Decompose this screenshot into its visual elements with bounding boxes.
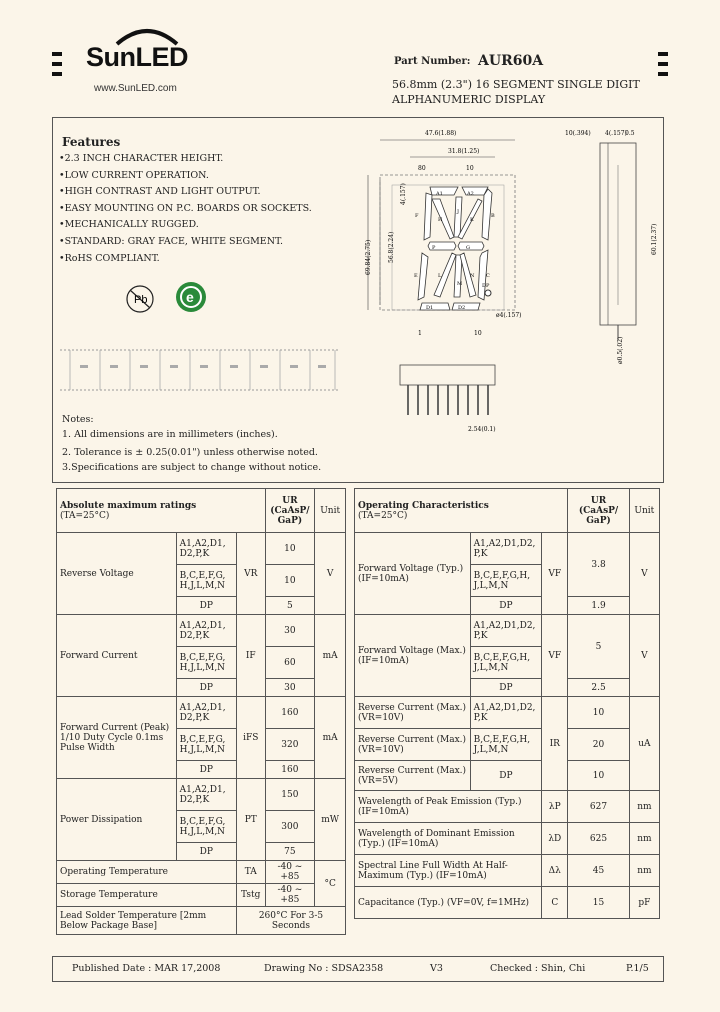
op-label: Reverse Current (Max.) (VR=5V) — [355, 761, 471, 791]
abs-val: 75 — [265, 843, 315, 861]
abs-seg: A1,A2,D1, D2,P,K — [176, 697, 236, 729]
abs-seg: A1,A2,D1, D2,P,K — [176, 533, 236, 565]
op-seg: B,C,E,F,G,H, J,L,M,N — [470, 729, 542, 761]
op-val: 20 — [568, 729, 629, 761]
corner-mark — [52, 62, 62, 66]
feature-item: •EASY MOUNTING ON P.C. BOARDS OR SOCKETS. — [59, 202, 312, 214]
e-label: e — [186, 289, 194, 305]
abs-seg: DP — [176, 843, 236, 861]
drawing-number: Drawing No : SDSA2358 — [264, 963, 384, 974]
checked-by: Checked : Shin, Chi — [490, 963, 586, 974]
seg-D2: D2 — [458, 305, 466, 311]
feature-item: •2.3 INCH CHARACTER HEIGHT. — [59, 153, 224, 164]
abs-seg: B,C,E,F,G, H,J,L,M,N — [176, 811, 236, 843]
abs-unit: mA — [315, 697, 346, 779]
seg-P: P — [432, 245, 436, 251]
abs-cond: (TA=25°C) — [60, 510, 110, 521]
abs-sym: IF — [236, 615, 265, 697]
op-val: 627 — [568, 791, 629, 823]
op-label: Spectral Line Full Width At Half- Maximum (Typ.) (IF=10mA) — [355, 855, 542, 887]
brand-url: www.SunLED.com — [94, 83, 177, 94]
abs-max-table — [56, 488, 346, 935]
op-label: Forward Voltage (Typ.) (IF=10mA) — [355, 533, 471, 615]
op-label: Wavelength of Dominant Emission (Typ.) (IF=10mA) — [355, 823, 542, 855]
op-sym: VF — [542, 615, 568, 697]
features-title: Features — [62, 135, 121, 149]
corner-mark — [658, 62, 668, 66]
op-seg: B,C,E,F,G,H, J,L,M,N — [470, 565, 542, 597]
op-cond: (TA=25°C) — [358, 510, 408, 521]
op-seg: DP — [470, 761, 542, 791]
abs-val: 320 — [265, 729, 315, 761]
version: V3 — [430, 963, 443, 974]
op-temp-label: Operating Temperature — [57, 861, 237, 884]
seg-A1: A1 — [436, 191, 443, 197]
abs-val: 10 — [265, 533, 315, 565]
dim-0-5: 0.5 — [625, 130, 635, 137]
op-val: 45 — [568, 855, 629, 887]
op-sym: VF — [542, 533, 568, 615]
abs-seg: DP — [176, 761, 236, 779]
abs-label: Forward Current (Peak) 1/10 Duty Cycle 0.1ms Pulse Width — [57, 697, 177, 779]
abs-val: 5 — [265, 597, 315, 615]
page-number: P.1/5 — [626, 963, 649, 974]
op-sym: Δλ — [542, 855, 568, 887]
note-item: 1. All dimensions are in millimeters (inches). — [62, 429, 278, 440]
published-date: Published Date : MAR 17,2008 — [72, 963, 221, 974]
op-label: Capacitance (Typ.) (VF=0V, f=1MHz) — [355, 887, 542, 919]
feature-item: •LOW CURRENT OPERATION. — [59, 169, 209, 181]
op-title: Operating Characteristics — [358, 500, 489, 511]
abs-sym: iFS — [236, 697, 265, 779]
abs-seg: B,C,E,F,G, H,J,L,M,N — [176, 729, 236, 761]
op-val: 625 — [568, 823, 629, 855]
abs-col-unit: Unit — [315, 489, 346, 533]
abs-unit: V — [315, 533, 346, 615]
op-val: 2.5 — [568, 679, 629, 697]
part-number: AUR60A — [478, 53, 544, 69]
rohs-e-icon — [174, 280, 208, 314]
op-seg: A1,A2,D1,D2, P,K — [470, 533, 542, 565]
dim-digit-height: 56.8(2.24) — [388, 231, 395, 263]
note-item: 2. Tolerance is ± 0.25(0.01") unless otherwise noted. — [62, 447, 318, 458]
op-val: 10 — [568, 761, 629, 791]
seg-F: F — [415, 213, 419, 219]
op-val: 3.8 — [568, 533, 629, 597]
op-seg: A1,A2,D1,D2, P,K — [470, 615, 542, 647]
seg-K: K — [470, 217, 474, 223]
dim-width: 47.6(1.88) — [425, 130, 457, 137]
op-unit: uA — [629, 697, 659, 791]
dim-height: 69.84(2.75) — [365, 239, 372, 275]
abs-col-ur: UR (CaAsP/ GaP) — [265, 489, 315, 533]
pb-label: Pb — [134, 294, 148, 306]
op-unit: nm — [629, 791, 659, 823]
corner-mark — [658, 72, 668, 76]
abs-sym: PT — [236, 779, 265, 861]
corner-mark — [658, 52, 668, 56]
seg-L: L — [438, 273, 442, 279]
stg-temp-sym: Tstg — [236, 884, 265, 907]
op-sym: λD — [542, 823, 568, 855]
feature-item: •MECHANICALLY RUGGED. — [59, 219, 199, 231]
op-val: 1.9 — [568, 597, 629, 615]
pin-schematic — [60, 340, 340, 405]
abs-val: 10 — [265, 565, 315, 597]
front-view-drawing — [365, 125, 530, 440]
seg-H: H — [438, 217, 443, 223]
abs-val: 30 — [265, 615, 315, 647]
op-val: 10 — [568, 697, 629, 729]
part-number-label: Part Number: — [394, 56, 471, 67]
abs-val: 60 — [265, 647, 315, 679]
op-temp-val: -40 ~ +85 — [265, 861, 315, 884]
dim-lip: 4(.157) — [605, 130, 627, 137]
abs-val: 160 — [265, 697, 315, 729]
abs-seg: DP — [176, 597, 236, 615]
dim-4: 4(.157) — [400, 183, 407, 205]
seg-DP: DP — [482, 283, 490, 289]
solder-val: 260°C For 3-5 Seconds — [236, 907, 345, 935]
abs-label: Forward Current — [57, 615, 177, 697]
op-col-unit: Unit — [629, 489, 659, 533]
seg-N: N — [470, 273, 475, 279]
op-unit: V — [629, 615, 659, 697]
op-col-ur: UR (CaAsP/ GaP) — [568, 489, 629, 533]
abs-seg: DP — [176, 679, 236, 697]
op-sym: λP — [542, 791, 568, 823]
abs-seg: B,C,E,F,G, H,J,L,M,N — [176, 647, 236, 679]
op-seg: B,C,E,F,G,H, J,L,M,N — [470, 647, 542, 679]
abs-seg: A1,A2,D1, D2,P,K — [176, 615, 236, 647]
abs-label: Power Dissipation — [57, 779, 177, 861]
op-unit: V — [629, 533, 659, 615]
op-val: 5 — [568, 615, 629, 679]
op-char-table — [354, 488, 660, 919]
seg-G: G — [466, 245, 470, 251]
abs-seg: B,C,E,F,G, H,J,L,M,N — [176, 565, 236, 597]
feature-item: •HIGH CONTRAST AND LIGHT OUTPUT. — [59, 186, 261, 198]
op-temp-sym: TA — [236, 861, 265, 884]
corner-mark — [52, 52, 62, 56]
product-title-line1: 56.8mm (2.3") 16 SEGMENT SINGLE DIGIT — [392, 78, 640, 91]
solder-label: Lead Solder Temperature [2mm Below Package Base] — [57, 907, 237, 935]
op-label: Reverse Current (Max.) (VR=10V) — [355, 729, 471, 761]
stg-temp-val: -40 ~ +85 — [265, 884, 315, 907]
abs-seg: A1,A2,D1, D2,P,K — [176, 779, 236, 811]
abs-val: 150 — [265, 779, 315, 811]
features-list — [59, 151, 312, 267]
stg-temp-label: Storage Temperature — [57, 884, 237, 907]
op-val: 15 — [568, 887, 629, 919]
dim-side-height: 60.1(2.37) — [651, 223, 658, 255]
note-item: 3.Specifications are subject to change without notice. — [62, 462, 322, 473]
op-sym: IR — [542, 697, 568, 791]
dim-10: 10 — [466, 165, 474, 172]
op-label: Forward Voltage (Max.) (IF=10mA) — [355, 615, 471, 697]
abs-sym: VR — [236, 533, 265, 615]
op-label: Wavelength of Peak Emission (Typ.) (IF=10mA) — [355, 791, 542, 823]
dim-hole: ø4(.157) — [496, 312, 522, 319]
seg-J: J — [457, 209, 460, 215]
product-title-line2: ALPHANUMERIC DISPLAY — [392, 93, 546, 106]
feature-item: •RoHS COMPLIANT. — [59, 252, 160, 264]
side-view-drawing — [560, 125, 660, 375]
op-label: Reverse Current (Max.) (VR=10V) — [355, 697, 471, 729]
seg-M: M — [457, 281, 463, 287]
corner-mark — [52, 72, 62, 76]
abs-unit: mW — [315, 779, 346, 861]
abs-val: 300 — [265, 811, 315, 843]
feature-item: •STANDARD: GRAY FACE, WHITE SEGMENT. — [59, 235, 284, 247]
op-unit: nm — [629, 823, 659, 855]
abs-unit: mA — [315, 615, 346, 697]
op-seg: A1,A2,D1,D2, P,K — [470, 697, 542, 729]
op-unit: pF — [629, 887, 659, 919]
op-seg: DP — [470, 597, 542, 615]
seg-E: E — [414, 273, 418, 279]
abs-label: Reverse Voltage — [57, 533, 177, 615]
dim-pitch: 2.54(0.1) — [468, 426, 496, 433]
dim-pin-dia: ø0.5(.02) — [617, 336, 624, 364]
dim-digit-width: 31.8(1.25) — [448, 148, 480, 155]
op-sym: C — [542, 887, 568, 919]
notes-section — [62, 412, 321, 475]
brand-logo: SunLED — [86, 42, 188, 72]
pb-free-icon — [124, 283, 156, 315]
temp-unit: °C — [315, 861, 346, 907]
seg-C: C — [486, 273, 490, 279]
pin-10-label: 10 — [474, 330, 482, 337]
dim-depth: 10(.394) — [565, 130, 591, 137]
pin-1-label: 1 — [418, 330, 422, 337]
op-seg: DP — [470, 679, 542, 697]
op-unit: nm — [629, 855, 659, 887]
seg-B: B — [491, 213, 495, 219]
notes-title: Notes: — [62, 414, 94, 425]
seg-A2: A2 — [467, 191, 474, 197]
abs-val: 160 — [265, 761, 315, 779]
abs-val: 30 — [265, 679, 315, 697]
dim-80: 80 — [418, 165, 426, 172]
seg-D1: D1 — [426, 305, 434, 311]
abs-title: Absolute maximum ratings — [60, 500, 197, 511]
